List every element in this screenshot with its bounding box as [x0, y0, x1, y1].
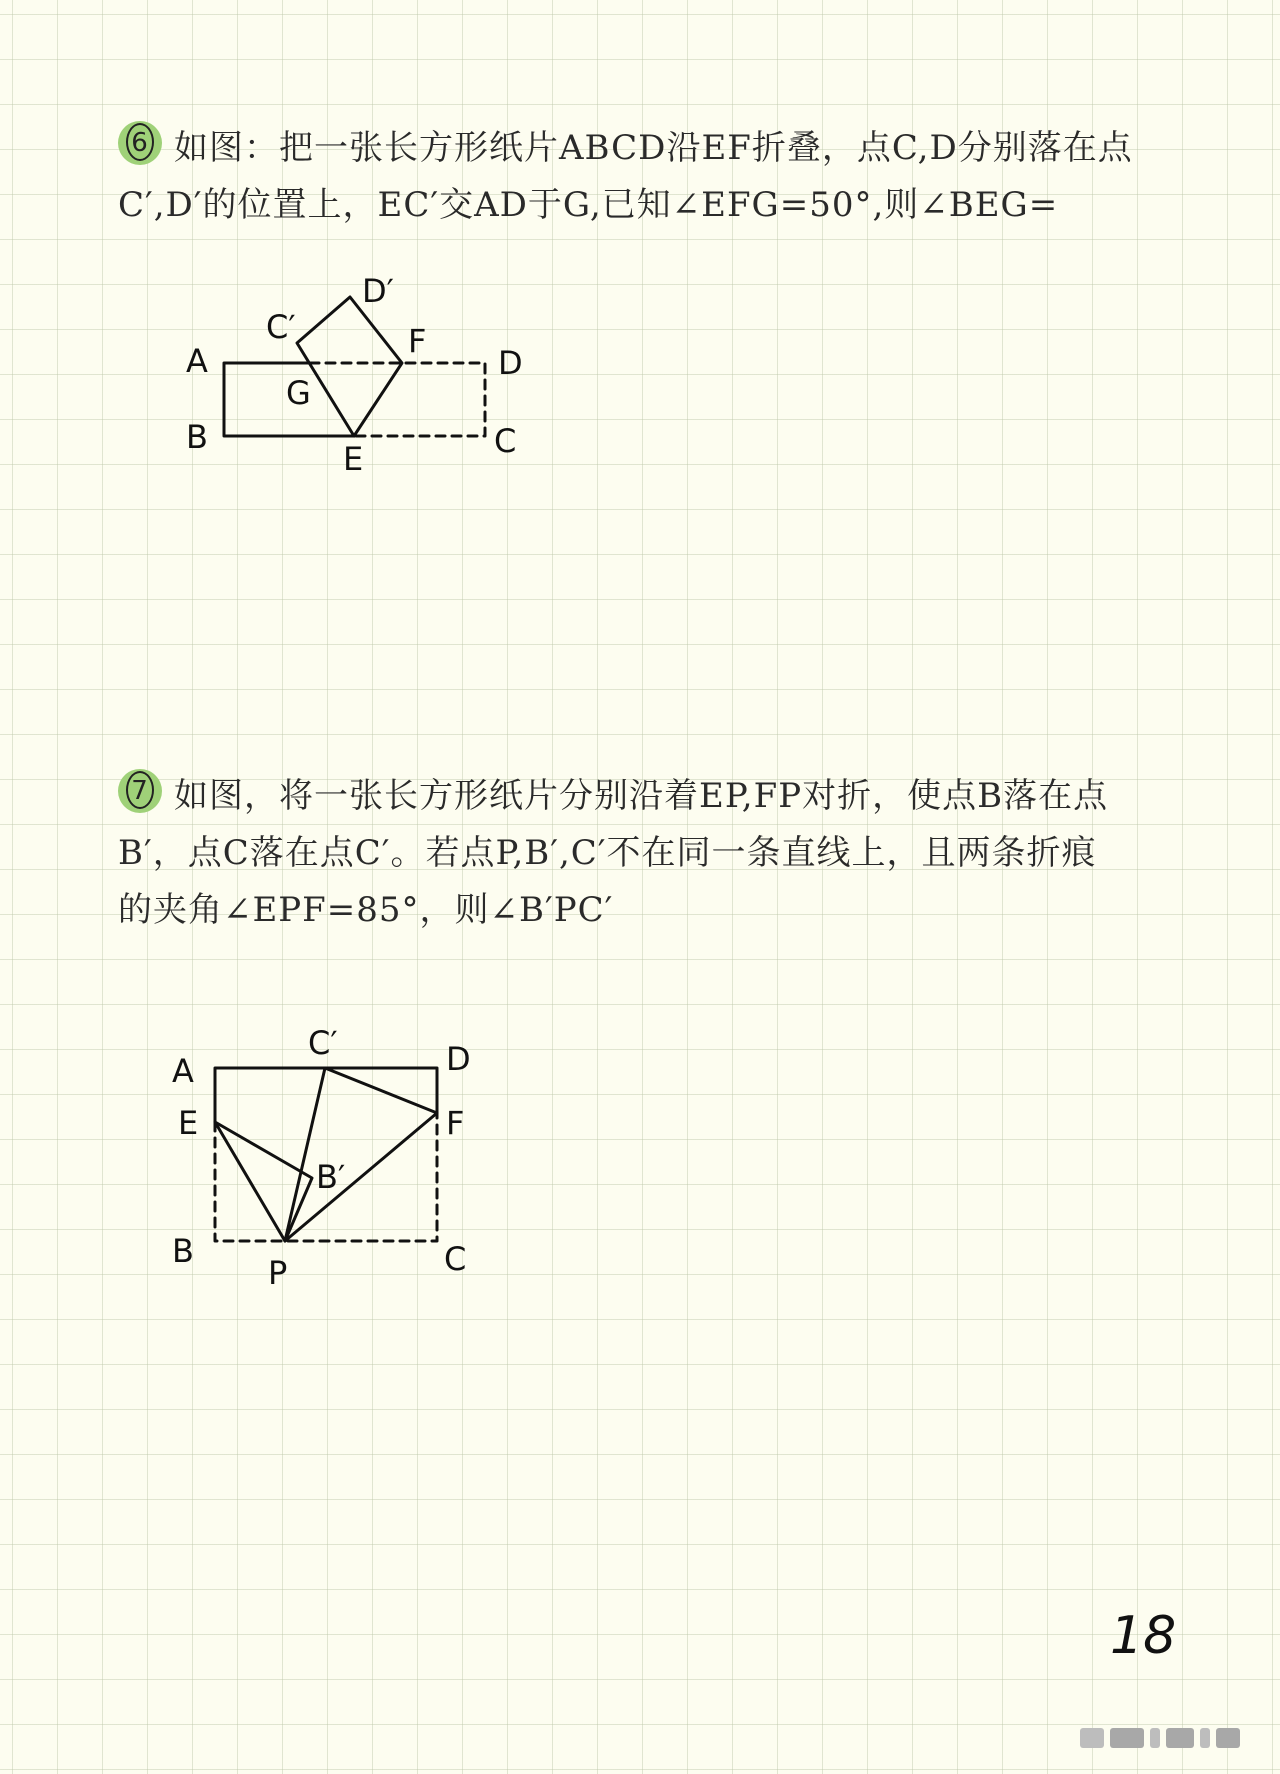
- page-number: 18: [1110, 1606, 1177, 1666]
- problem-number: 6: [131, 128, 149, 158]
- problem-6-line-2: C′,D′的位置上，EC′交AD于G,已知∠EFG=50°,则∠BEG=: [118, 185, 1059, 225]
- fig7-label-B-prime: B′: [316, 1158, 346, 1196]
- problem-7-line-3: 的夹角∠EPF=85°，则∠B′PC′: [118, 890, 614, 930]
- fig6-label-A: A: [186, 342, 208, 380]
- fig6-label-E: E: [343, 440, 364, 478]
- fig7-label-C: C: [444, 1240, 467, 1278]
- fig7-label-D: D: [446, 1040, 471, 1078]
- fig7-crease-EP: [215, 1122, 285, 1241]
- problem-text: 如图，将一张长方形纸片分别沿着EP,FP对折，使点B落在点: [174, 776, 1109, 816]
- problem-number: 7: [131, 776, 149, 806]
- problem-text: 如图：把一张长方形纸片ABCD沿EF折叠，点C,D分别落在点: [174, 128, 1133, 168]
- fig7-label-C-prime: C′: [308, 1024, 338, 1062]
- fig7-rect-top: [215, 1068, 437, 1122]
- fig6-label-B: B: [186, 418, 208, 456]
- fig6-label-D: D: [498, 344, 523, 382]
- fig6-label-F: F: [408, 322, 427, 360]
- fig7-label-E: E: [178, 1104, 199, 1142]
- fig7-label-P: P: [268, 1254, 288, 1292]
- watermark: [1080, 1728, 1250, 1748]
- fig7-label-B: B: [172, 1232, 194, 1270]
- fig7-flap-FCP: [285, 1068, 437, 1241]
- fig6-label-C-prime: C′: [266, 308, 296, 346]
- fig6-label-G: G: [286, 374, 311, 412]
- fig7-label-A: A: [172, 1052, 194, 1090]
- fig6-label-C: C: [494, 422, 517, 460]
- problem-7-line-2: B′，点C落在点C′。若点P,B′,C′不在同一条直线上，且两条折痕: [118, 833, 1097, 873]
- fig7-label-F: F: [446, 1104, 465, 1142]
- fig6-label-D-prime: D′: [362, 272, 394, 310]
